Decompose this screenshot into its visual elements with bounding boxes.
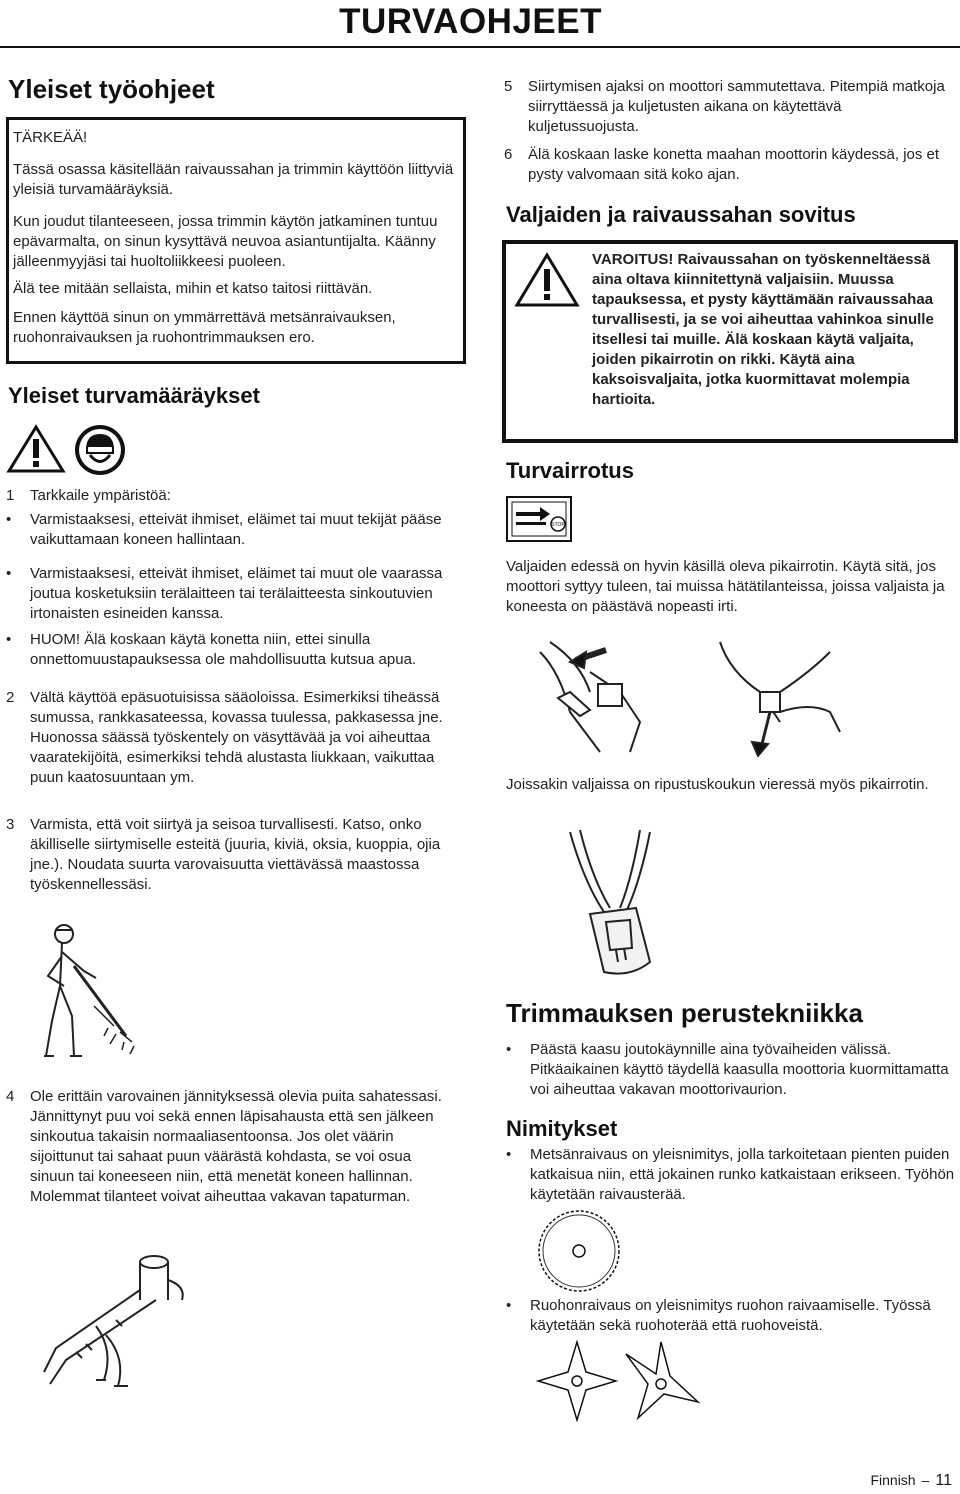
section-title-terms: Nimitykset	[506, 1116, 618, 1141]
bullet-dot: •	[506, 1146, 512, 1163]
important-p4: Ennen käyttöä sinun on ymmärrettävä metsänraivauksen, ruohonraivauksen ja ruohontrimmauksen ero.	[13, 309, 396, 346]
saw-blade-illustration	[536, 1208, 622, 1294]
list-num: 6	[504, 146, 513, 163]
quick-release-paragraph: Valjaiden edessä on hyvin käsillä oleva pikairrotin. Käytä sitä, jos moottori syttyy tuleen, tai muissa hätätilanteissa, joissa valjaista ja koneesta on päästävä nopeasti irti.	[506, 558, 945, 615]
list-item-1	[6, 486, 466, 506]
section-title-quick-release: Turvairrotus	[506, 458, 634, 483]
footer-dash: –	[921, 1472, 930, 1488]
list-num: 5	[504, 78, 513, 95]
bullet-dot: •	[506, 1297, 512, 1314]
hook-release-paragraph: Joissakin valjaissa on ripustuskoukun vieressä myös pikairrotin.	[506, 776, 929, 793]
hook-release-illustration	[560, 822, 700, 982]
list-item-6	[504, 145, 954, 185]
important-p2: Kun joudut tilanteeseen, jossa trimmin käytön jatkaminen tuntuu epävarmalta, on sinun kysyttävä neuvoa asiantuntijalta. Käänny jälleenmyyjäsi tai huoltoliikkeesi puoleen.	[13, 213, 438, 270]
bullet-dot: •	[6, 565, 12, 582]
bullet-dot: •	[6, 631, 12, 648]
important-p1: Tässä osassa käsitellään raivaussahan ja trimmin käyttöön liittyviä yleisiä turvamääräyksiä.	[13, 161, 454, 198]
bullet-list	[6, 510, 456, 670]
list-num: 2	[6, 689, 15, 706]
tensioned-tree-illustration	[36, 1240, 186, 1390]
warning-triangle-icon	[514, 252, 580, 308]
list-num: 4	[6, 1088, 15, 1105]
section-title-general-work: Yleiset työohjeet	[8, 74, 215, 104]
bullet-dot: •	[506, 1041, 512, 1058]
section-title-general-safety: Yleiset turvamääräykset	[8, 383, 260, 408]
bullet-text: Metsänraivaus on yleisnimitys, jolla tarkoitetaan pienten puiden katkaisua niin, että jokainen runko katkaistaan erikseen. Työhön käytetään raivausterää.	[530, 1146, 955, 1203]
bullet-text: Ruohonraivaus on yleisnimitys ruohon raivaamiselle. Työssä käytetään sekä ruohoterää että ruohoveistä.	[530, 1297, 931, 1334]
protective-gear-icon	[74, 424, 126, 476]
bullet-item	[6, 564, 456, 624]
bullet-text: Varmistaaksesi, etteivät ihmiset, eläimet tai muut ole vaarassa joutua kosketuksiin terälaitteen tai terälaitteesta sinkoutuvien irtonaisten esineiden kanssa.	[30, 565, 443, 622]
section-title-trimming-technique: Trimmauksen perustekniikka	[506, 998, 863, 1028]
list-item-5	[504, 77, 954, 137]
list-item-4	[6, 1087, 454, 1207]
bullet-item	[506, 1040, 956, 1100]
bullet-text: Päästä kaasu joutokäynnille aina työvaiheiden välissä. Pitkäaikainen käyttö täydellä kaasulla moottoria kuormittamatta voi aiheuttaa vakavan moottorivaurion.	[530, 1041, 949, 1098]
bullet-item	[506, 1145, 956, 1205]
list-text: Varmista, että voit siirtyä ja seisoa turvallisesti. Katso, onko äkilliselle siirtymiselle esteitä (juuria, kiviä, oksia, kuoppia, ojia jne.). Noudata suurta varovaisuutta viettävässä maastossa työskennellessäsi.	[30, 816, 441, 893]
bullet-item	[6, 630, 456, 670]
important-p3: Älä tee mitään sellaista, mihin et katso taitosi riittävän.	[13, 280, 373, 297]
list-num: 3	[6, 816, 15, 833]
list-item-3	[6, 815, 454, 895]
list-item-2	[6, 688, 454, 788]
warning-triangle-icon	[6, 424, 66, 474]
important-label: TÄRKEÄÄ!	[13, 129, 88, 146]
person-trimming-illustration	[34, 916, 144, 1066]
quick-release-icon	[506, 496, 572, 542]
list-text: Vältä käyttöä epäsuotuisissa sääoloissa. Esimerkiksi tiheässä sumussa, rankkasateessa, kovassa tuulessa, pakkasessa jne. Huonossa säässä työskentely on väsyttävää ja voi aiheuttaa vaaratekijöitä, esimerkiksi tehdä alustasta liukkaan, vaikuttaa puun kaatosuuntaan ym.	[30, 689, 443, 786]
page-footer	[870, 1472, 952, 1490]
bullet-item	[506, 1296, 956, 1336]
warning-text	[592, 250, 952, 410]
list-text: Ole erittäin varovainen jännityksessä olevia puita sahatessasi. Jännittynyt puu voi sekä ennen läpisahausta että sen jälkeen sinkoutua takaisin normaaliasentoonsa. Jos olet väärin sijoittunut tai sahaat puun väärästä kohdasta, se voi osua sinuun tai koneeseen niin, että menetät koneen hallinnan. Molemmat tilanteet voivat aiheuttaa vakavan tapaturman.	[30, 1088, 442, 1205]
warning-body: Raivaussahan on työskenneltäessä aina oltava kiinnitettynä valjaisiin. Muussa tapauksessa, et pysty käyttämään raivaussahaa turvallisesti, ja se voi aiheuttaa vahinkoa sinulle itsellesi tai muille. Älä koskaan käytä valjaita, joiden pikairrotin on rikki. Käytä aina kaksoisvaljaita, jotka kuormittavat molempia hartioita.	[592, 251, 934, 408]
list-text: Siirtymisen ajaksi on moottori sammutettava. Pitempiä matkoja siirryttäessä ja kuljetusten aikana on käytettävä kuljetussuojusta.	[528, 78, 945, 135]
list-num: 1	[6, 487, 15, 504]
svg-text:STOP: STOP	[551, 522, 565, 528]
page-header-title: TURVAOHJEET	[339, 2, 602, 41]
header-rule	[0, 46, 960, 48]
grass-blade-4-tooth-illustration	[536, 1340, 618, 1422]
warning-label: VAROITUS!	[592, 251, 674, 268]
footer-language: Finnish	[870, 1472, 916, 1488]
bullet-dot: •	[6, 511, 12, 528]
grass-blade-3-tooth-illustration	[620, 1340, 702, 1422]
list-text: Tarkkaile ympäristöä:	[30, 487, 171, 504]
list-text: Älä koskaan laske konetta maahan moottorin käydessä, jos et pysty valvomaan sitä koko ajan.	[528, 146, 940, 183]
harness-release-illustration	[530, 632, 850, 757]
page-number: 11	[935, 1472, 952, 1489]
section-title-harness-fitting: Valjaiden ja raivaussahan sovitus	[506, 202, 856, 227]
warning-box	[502, 240, 958, 443]
bullet-text: HUOM! Älä koskaan käytä konetta niin, ettei sinulla onnettomuustapauksessa ole mahdollisuutta kutsua apua.	[30, 631, 417, 668]
bullet-item	[6, 510, 456, 550]
bullet-text: Varmistaaksesi, etteivät ihmiset, eläimet tai muut tekijät pääse vaikuttamaan koneen hallintaan.	[30, 511, 442, 548]
important-box	[6, 117, 466, 364]
